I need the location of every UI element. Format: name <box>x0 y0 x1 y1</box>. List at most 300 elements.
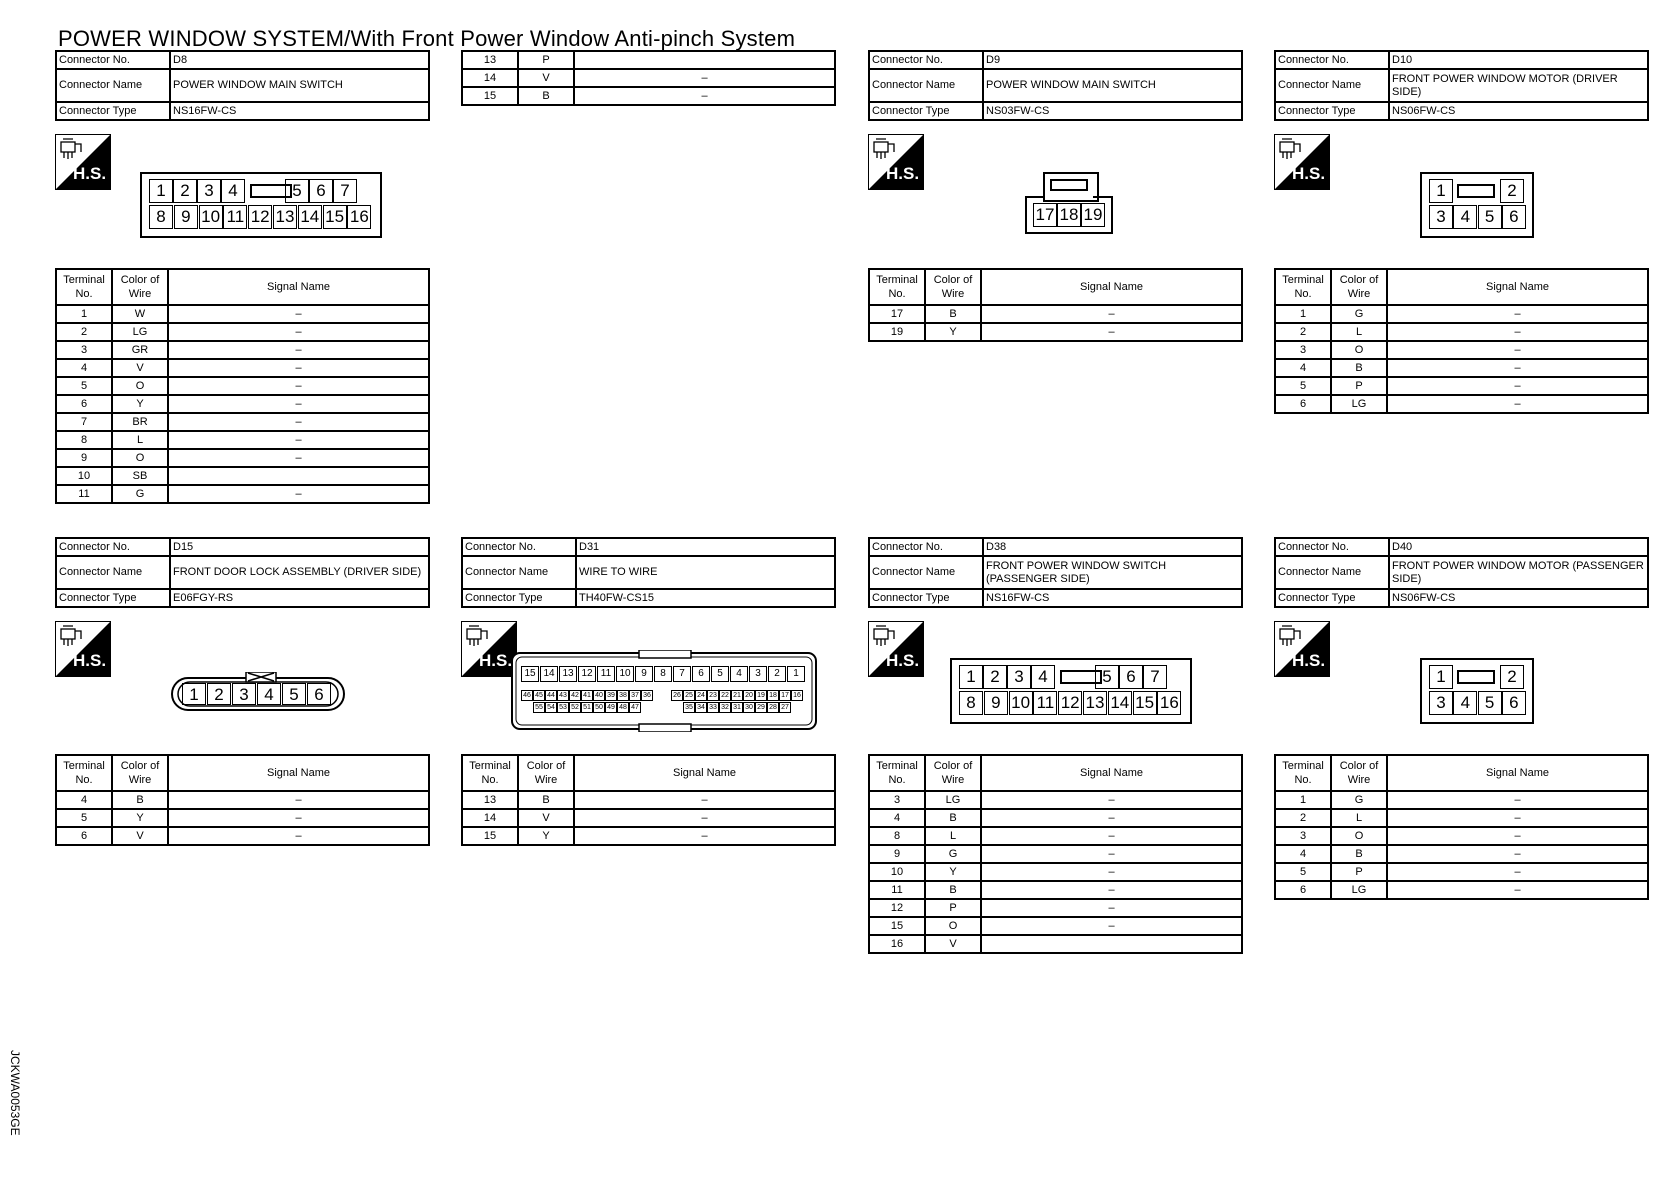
pin-number: 33 <box>707 702 719 713</box>
pin-number: 14 <box>298 205 322 229</box>
terminal-row <box>869 845 1242 863</box>
terminal-no-cell: 5 <box>56 377 112 395</box>
pin-number: 16 <box>791 690 803 701</box>
pin-number: 6 <box>692 666 710 682</box>
terminal-row <box>1275 341 1648 359</box>
terminal-row <box>56 359 429 377</box>
signal-name-cell: – <box>1387 341 1648 359</box>
terminal-row <box>462 809 835 827</box>
figure-code: JCKWA0053GE <box>8 1050 22 1136</box>
connector-face-ns06 <box>1420 658 1534 724</box>
signal-name-cell: – <box>981 881 1242 899</box>
terminal-no-header: Terminal No. <box>869 269 925 305</box>
connector-type-value: TH40FW-CS15 <box>576 589 835 607</box>
pin-number: 3 <box>197 179 221 203</box>
terminal-row <box>869 305 1242 323</box>
pin-number: 3 <box>1429 205 1453 229</box>
signal-name-header: Signal Name <box>168 269 429 305</box>
pin-number: 4 <box>730 666 748 682</box>
harness-side-icon <box>461 621 517 677</box>
terminal-no-header: Terminal No. <box>462 755 518 791</box>
connector-name-value: WIRE TO WIRE <box>576 556 835 589</box>
signal-name-cell: – <box>168 323 429 341</box>
connector-name-label: Connector Name <box>869 69 983 102</box>
signal-name-header: Signal Name <box>574 755 835 791</box>
pin-number: 2 <box>983 665 1007 689</box>
terminal-row <box>869 827 1242 845</box>
terminal-row <box>869 899 1242 917</box>
pin-number: 30 <box>743 702 755 713</box>
connector-face-ns16 <box>140 172 382 238</box>
wire-color-cell: Y <box>112 809 168 827</box>
terminal-row <box>462 87 835 105</box>
pin-number: 19 <box>1081 203 1105 227</box>
pin-number: 22 <box>719 690 731 701</box>
hs-label: H.S. <box>1292 164 1326 183</box>
wire-color-cell: B <box>1331 845 1387 863</box>
connector-no-value: D9 <box>983 51 1242 69</box>
wire-color-header: Color of Wire <box>1331 755 1387 791</box>
harness-side-icon <box>868 134 924 190</box>
connector-no-label: Connector No. <box>462 538 576 556</box>
hs-label: H.S. <box>73 651 107 670</box>
wire-color-header: Color of Wire <box>518 755 574 791</box>
pin-number: 5 <box>285 179 309 203</box>
terminal-no-cell: 8 <box>869 827 925 845</box>
pin-number: 13 <box>273 205 297 229</box>
connector-no-value: D31 <box>576 538 835 556</box>
connector-name-label: Connector Name <box>1275 69 1389 102</box>
pin-number: 7 <box>333 179 357 203</box>
pin-number: 15 <box>1133 691 1157 715</box>
connector-name-label: Connector Name <box>1275 556 1389 589</box>
terminal-row <box>56 449 429 467</box>
signal-name-cell: – <box>574 87 835 105</box>
terminal-row <box>56 413 429 431</box>
pin-number: 15 <box>521 666 539 682</box>
terminal-row <box>462 827 835 845</box>
pin-number: 29 <box>755 702 767 713</box>
pin-number: 1 <box>182 683 206 705</box>
signal-name-header: Signal Name <box>1387 755 1648 791</box>
pin-number: 47 <box>629 702 641 713</box>
pin-number: 7 <box>673 666 691 682</box>
pin-number: 31 <box>731 702 743 713</box>
connector-housing <box>1025 196 1045 198</box>
pin-number: 25 <box>683 690 695 701</box>
terminal-no-cell: 13 <box>462 791 518 809</box>
signal-name-cell: – <box>168 827 429 845</box>
connector-type-label: Connector Type <box>869 102 983 120</box>
wire-color-cell: V <box>518 809 574 827</box>
pin-number: 45 <box>533 690 545 701</box>
pin-number: 4 <box>1453 691 1477 715</box>
signal-name-cell: – <box>168 377 429 395</box>
connector-name-label: Connector Name <box>462 556 576 589</box>
connector-face-ns03 <box>1025 172 1113 234</box>
connector-info-d38 <box>868 537 1243 608</box>
connector-name-label: Connector Name <box>56 556 170 589</box>
harness-side-icon <box>55 621 111 677</box>
pin-number: 18 <box>1057 203 1081 227</box>
wire-color-cell: Y <box>518 827 574 845</box>
pin-number: 34 <box>695 702 707 713</box>
terminal-row <box>56 431 429 449</box>
lock-tab <box>1050 179 1088 191</box>
connector-type-value: NS16FW-CS <box>170 102 429 120</box>
pin-number: 46 <box>521 690 533 701</box>
terminal-table-d8 <box>55 268 430 504</box>
signal-name-cell: – <box>981 827 1242 845</box>
connector-type-label: Connector Type <box>56 102 170 120</box>
wire-color-cell: V <box>925 935 981 953</box>
connector-no-value: D40 <box>1389 538 1648 556</box>
pin-number: 10 <box>199 205 223 229</box>
terminal-no-cell: 2 <box>1275 323 1331 341</box>
hs-label: H.S. <box>479 651 513 670</box>
harness-side-icon <box>55 134 111 190</box>
terminal-row <box>56 485 429 503</box>
connector-info-d8 <box>55 50 430 121</box>
terminal-no-header: Terminal No. <box>869 755 925 791</box>
pin-number: 6 <box>1502 205 1526 229</box>
pin-number: 5 <box>1478 205 1502 229</box>
wire-color-cell: Y <box>925 323 981 341</box>
wire-color-cell: B <box>925 881 981 899</box>
connector-type-value: NS03FW-CS <box>983 102 1242 120</box>
terminal-no-cell: 2 <box>56 323 112 341</box>
connector-name-label: Connector Name <box>869 556 983 589</box>
pin-number: 1 <box>149 179 173 203</box>
pin-number: 3 <box>1429 691 1453 715</box>
wire-color-cell: LG <box>1331 395 1387 413</box>
connector-housing <box>1093 196 1113 198</box>
pin-number: 16 <box>1157 691 1181 715</box>
signal-name-cell: – <box>168 413 429 431</box>
pin-number: 37 <box>629 690 641 701</box>
terminal-no-cell: 1 <box>1275 305 1331 323</box>
terminal-row <box>1275 863 1648 881</box>
hs-label: H.S. <box>886 651 920 670</box>
lock-tab <box>1457 184 1495 198</box>
signal-name-cell: – <box>168 485 429 503</box>
pin-number: 20 <box>743 690 755 701</box>
pin-number: 55 <box>533 702 545 713</box>
wire-color-cell: L <box>1331 323 1387 341</box>
connector-no-label: Connector No. <box>1275 51 1389 69</box>
terminal-row <box>869 863 1242 881</box>
terminal-no-header: Terminal No. <box>56 755 112 791</box>
terminal-no-cell: 14 <box>462 809 518 827</box>
pin-number: 14 <box>540 666 558 682</box>
signal-name-cell: – <box>574 791 835 809</box>
pin-number: 54 <box>545 702 557 713</box>
connector-no-value: D15 <box>170 538 429 556</box>
terminal-row <box>869 917 1242 935</box>
terminal-no-cell: 5 <box>1275 377 1331 395</box>
terminal-no-cell: 16 <box>869 935 925 953</box>
terminal-no-cell: 6 <box>1275 881 1331 899</box>
wire-color-cell: P <box>1331 863 1387 881</box>
signal-name-cell: – <box>981 845 1242 863</box>
connector-type-value: E06FGY-RS <box>170 589 429 607</box>
terminal-no-cell: 9 <box>869 845 925 863</box>
wire-color-cell: W <box>112 305 168 323</box>
signal-name-cell: – <box>1387 323 1648 341</box>
pin-number: 4 <box>221 179 245 203</box>
terminal-row <box>869 881 1242 899</box>
pin-number: 9 <box>174 205 198 229</box>
connector-type-label: Connector Type <box>1275 102 1389 120</box>
terminal-row <box>56 827 429 845</box>
terminal-table-d31 <box>461 754 836 846</box>
signal-name-cell: – <box>1387 863 1648 881</box>
wire-color-cell: L <box>925 827 981 845</box>
wire-color-cell: B <box>518 791 574 809</box>
pin-number: 9 <box>635 666 653 682</box>
signal-name-cell: – <box>574 809 835 827</box>
terminal-row <box>462 51 835 69</box>
terminal-no-header: Terminal No. <box>1275 755 1331 791</box>
terminal-no-cell: 15 <box>869 917 925 935</box>
connector-info-d40 <box>1274 537 1649 608</box>
terminal-row <box>1275 395 1648 413</box>
connector-no-label: Connector No. <box>56 538 170 556</box>
terminal-table-d40 <box>1274 754 1649 900</box>
pin-number: 2 <box>207 683 231 705</box>
connector-type-label: Connector Type <box>462 589 576 607</box>
connector-name-value: POWER WINDOW MAIN SWITCH <box>170 69 429 102</box>
terminal-no-cell: 5 <box>56 809 112 827</box>
pin-number: 38 <box>617 690 629 701</box>
wire-color-header: Color of Wire <box>925 755 981 791</box>
terminal-row <box>1275 323 1648 341</box>
connector-name-label: Connector Name <box>56 69 170 102</box>
pin-number: 11 <box>1033 691 1057 715</box>
terminal-no-cell: 6 <box>56 395 112 413</box>
pin-number: 50 <box>593 702 605 713</box>
wire-color-cell: P <box>925 899 981 917</box>
pin-number: 1 <box>1429 179 1453 203</box>
pin-number: 17 <box>1033 203 1057 227</box>
pin-number: 18 <box>767 690 779 701</box>
terminal-row <box>462 69 835 87</box>
pin-number: 5 <box>1095 665 1119 689</box>
terminal-no-header: Terminal No. <box>1275 269 1331 305</box>
wire-color-cell: Y <box>925 863 981 881</box>
signal-name-cell: – <box>1387 377 1648 395</box>
signal-name-cell: – <box>574 827 835 845</box>
signal-name-header: Signal Name <box>1387 269 1648 305</box>
wire-color-cell: G <box>1331 305 1387 323</box>
pin-number: 1 <box>959 665 983 689</box>
signal-name-cell: – <box>168 791 429 809</box>
terminal-no-cell: 10 <box>56 467 112 485</box>
wire-color-cell: LG <box>112 323 168 341</box>
pin-number: 5 <box>1478 691 1502 715</box>
pin-number: 11 <box>223 205 247 229</box>
terminal-row <box>56 341 429 359</box>
terminal-table-d8-continued <box>461 50 836 106</box>
terminal-row <box>1275 827 1648 845</box>
terminal-table-d10 <box>1274 268 1649 414</box>
pin-number: 8 <box>654 666 672 682</box>
wire-color-cell: P <box>518 51 574 69</box>
terminal-no-cell: 3 <box>1275 341 1331 359</box>
wire-color-cell: G <box>112 485 168 503</box>
pin-number: 42 <box>569 690 581 701</box>
pin-number: 13 <box>559 666 577 682</box>
signal-name-cell: – <box>1387 881 1648 899</box>
connector-no-value: D10 <box>1389 51 1648 69</box>
connector-name-value: FRONT POWER WINDOW MOTOR (PASSENGER SIDE) <box>1389 556 1648 589</box>
connector-face-th40 <box>511 650 817 732</box>
signal-name-cell: – <box>168 395 429 413</box>
connector-no-label: Connector No. <box>1275 538 1389 556</box>
wire-color-header: Color of Wire <box>112 755 168 791</box>
signal-name-header: Signal Name <box>981 269 1242 305</box>
terminal-no-cell: 1 <box>56 305 112 323</box>
harness-side-icon <box>1274 621 1330 677</box>
connector-info-d31 <box>461 537 836 608</box>
wire-color-cell: B <box>1331 359 1387 377</box>
pin-number: 24 <box>695 690 707 701</box>
pin-number: 3 <box>749 666 767 682</box>
wire-color-header: Color of Wire <box>1331 269 1387 305</box>
page-title: POWER WINDOW SYSTEM/With Front Power Window Anti-pinch System <box>58 26 796 51</box>
signal-name-cell: – <box>1387 827 1648 845</box>
signal-name-header: Signal Name <box>981 755 1242 791</box>
signal-name-cell <box>981 935 1242 953</box>
pin-number: 2 <box>768 666 786 682</box>
harness-side-icon <box>1274 134 1330 190</box>
pin-number: 41 <box>581 690 593 701</box>
terminal-row <box>1275 845 1648 863</box>
terminal-no-cell: 15 <box>462 87 518 105</box>
connector-type-label: Connector Type <box>56 589 170 607</box>
connector-face-e06 <box>170 672 346 712</box>
terminal-no-cell: 3 <box>1275 827 1331 845</box>
connector-type-value: NS16FW-CS <box>983 589 1242 607</box>
connector-type-label: Connector Type <box>869 589 983 607</box>
connector-name-value: FRONT DOOR LOCK ASSEMBLY (DRIVER SIDE) <box>170 556 429 589</box>
terminal-no-cell: 3 <box>56 341 112 359</box>
wire-color-cell: G <box>925 845 981 863</box>
signal-name-cell: – <box>981 305 1242 323</box>
pin-number: 39 <box>605 690 617 701</box>
signal-name-cell: – <box>168 431 429 449</box>
terminal-no-cell: 10 <box>869 863 925 881</box>
pin-number: 26 <box>671 690 683 701</box>
terminal-no-cell: 6 <box>56 827 112 845</box>
terminal-table-d15 <box>55 754 430 846</box>
connector-no-label: Connector No. <box>869 51 983 69</box>
pin-number: 35 <box>683 702 695 713</box>
signal-name-cell <box>574 51 835 69</box>
terminal-no-cell: 17 <box>869 305 925 323</box>
pin-number: 11 <box>597 666 615 682</box>
connector-face-ns16 <box>950 658 1192 724</box>
wire-color-cell: V <box>112 827 168 845</box>
wire-color-cell: GR <box>112 341 168 359</box>
terminal-row <box>56 791 429 809</box>
wire-color-cell: V <box>518 69 574 87</box>
pin-number: 44 <box>545 690 557 701</box>
terminal-no-cell: 3 <box>869 791 925 809</box>
wire-color-cell: LG <box>1331 881 1387 899</box>
terminal-row <box>56 809 429 827</box>
harness-side-icon <box>868 621 924 677</box>
connector-name-value: FRONT POWER WINDOW MOTOR (DRIVER SIDE) <box>1389 69 1648 102</box>
connector-no-label: Connector No. <box>56 51 170 69</box>
connector-no-value: D38 <box>983 538 1242 556</box>
pin-number: 36 <box>641 690 653 701</box>
connector-name-value: POWER WINDOW MAIN SWITCH <box>983 69 1242 102</box>
terminal-row <box>869 323 1242 341</box>
wire-color-cell: O <box>112 449 168 467</box>
pin-number: 2 <box>1500 665 1524 689</box>
signal-name-cell: – <box>981 809 1242 827</box>
wire-color-header: Color of Wire <box>112 269 168 305</box>
terminal-no-cell: 8 <box>56 431 112 449</box>
signal-name-cell: – <box>981 791 1242 809</box>
connector-no-value: D8 <box>170 51 429 69</box>
signal-name-cell: – <box>1387 359 1648 377</box>
pin-number: 10 <box>1009 691 1033 715</box>
connector-type-label: Connector Type <box>1275 589 1389 607</box>
terminal-row <box>56 323 429 341</box>
connector-face-ns06 <box>1420 172 1534 238</box>
terminal-no-cell: 4 <box>56 791 112 809</box>
wire-color-cell: P <box>1331 377 1387 395</box>
connector-type-value: NS06FW-CS <box>1389 589 1648 607</box>
terminal-no-cell: 14 <box>462 69 518 87</box>
signal-name-cell: – <box>1387 791 1648 809</box>
wire-color-cell: SB <box>112 467 168 485</box>
wire-color-cell: B <box>112 791 168 809</box>
wire-color-cell: O <box>925 917 981 935</box>
signal-name-cell: – <box>168 341 429 359</box>
signal-name-cell: – <box>981 917 1242 935</box>
terminal-no-cell: 11 <box>56 485 112 503</box>
pin-number: 3 <box>232 683 256 705</box>
pin-number: 48 <box>617 702 629 713</box>
signal-name-cell <box>168 467 429 485</box>
pin-number: 13 <box>1083 691 1107 715</box>
signal-name-cell: – <box>168 359 429 377</box>
signal-name-header: Signal Name <box>168 755 429 791</box>
lock-tab <box>1457 670 1495 684</box>
pin-number: 12 <box>1058 691 1082 715</box>
wire-color-cell: O <box>112 377 168 395</box>
pin-number: 8 <box>959 691 983 715</box>
pin-number: 32 <box>719 702 731 713</box>
pin-number: 7 <box>1143 665 1167 689</box>
pin-number: 16 <box>347 205 371 229</box>
hs-label: H.S. <box>886 164 920 183</box>
wire-color-cell: V <box>112 359 168 377</box>
pin-number: 15 <box>323 205 347 229</box>
pin-number: 49 <box>605 702 617 713</box>
pin-number: 4 <box>1453 205 1477 229</box>
terminal-row <box>869 935 1242 953</box>
signal-name-cell: – <box>1387 395 1648 413</box>
pin-number: 51 <box>581 702 593 713</box>
pin-number: 6 <box>1502 691 1526 715</box>
wire-color-cell: L <box>112 431 168 449</box>
signal-name-cell: – <box>168 305 429 323</box>
connector-name-value: FRONT POWER WINDOW SWITCH (PASSENGER SIDE) <box>983 556 1242 589</box>
